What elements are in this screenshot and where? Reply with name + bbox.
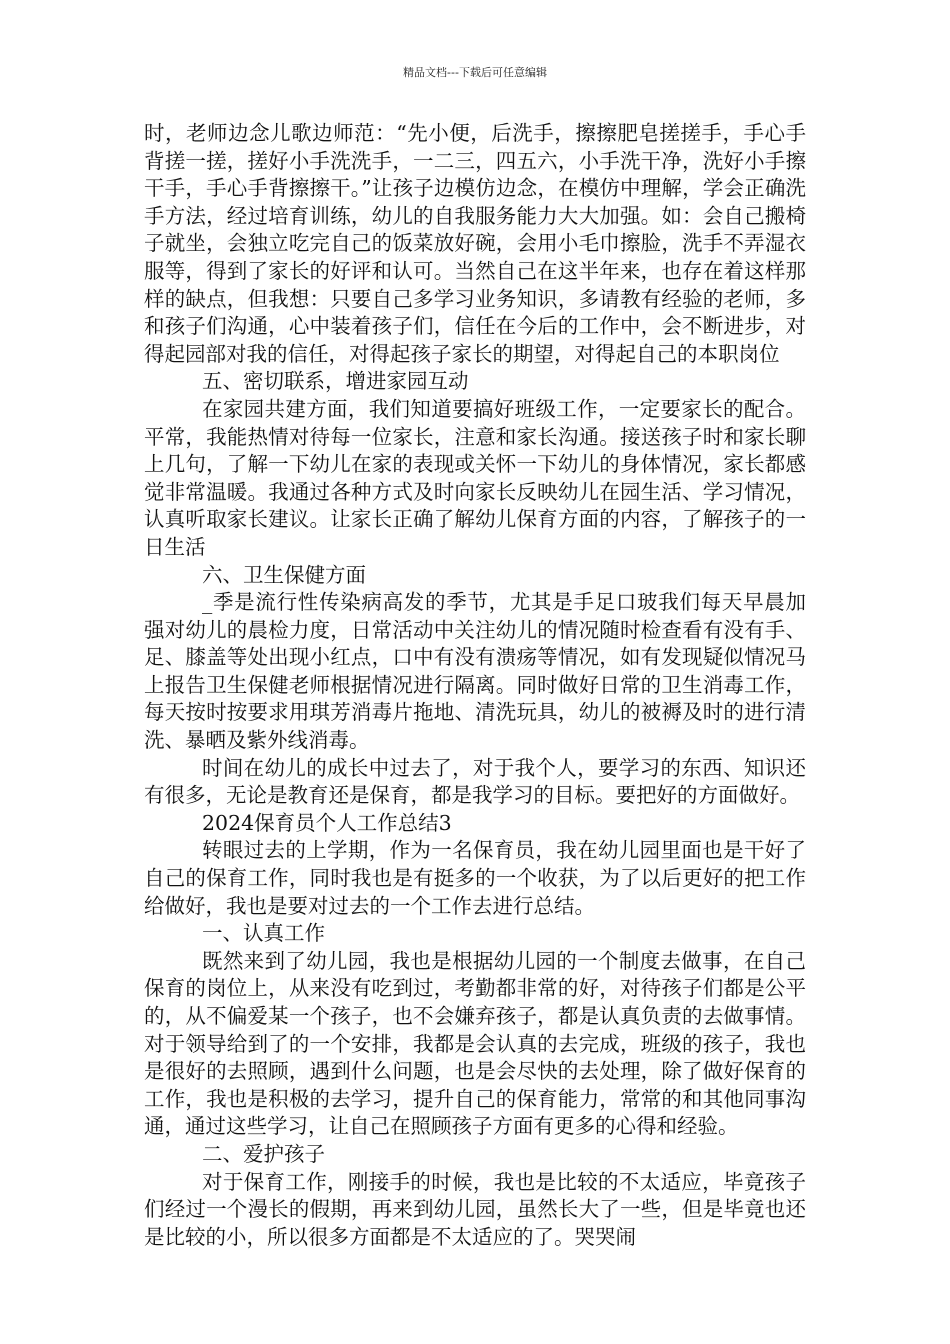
section-heading-work: 一、认真工作: [202, 921, 325, 946]
section-heading-home-school: 五、密切联系，增进家园互动: [202, 369, 469, 394]
section-heading-care: 二、爱护孩子: [202, 1141, 325, 1166]
paragraph-hygiene: _季是流行性传染病高发的季节，尤其是手足口玻我们每天早晨加强对幼儿的晨检力度，日常活动中关注幼儿的情况随时检查看有没有手、足、膝盖等处出现小红点，口中有没有溃疡等情况，如有发现疑似情况马上报告卫生保健老师根据情况进行隔离。同时做好日常的卫生消毒工作，每天按时按要求用琪芳消毒片拖地、清洗玩具，幼儿的被褥及时的进行清洗、暴晒及紫外线消毒。: [144, 590, 806, 753]
paragraph-reflection: 时间在幼儿的成长中过去了，对于我个人，要学习的东西、知识还有很多，无论是教育还是保育，都是我学习的目标。要把好的方面做好。: [144, 755, 806, 808]
paragraph-work: 既然来到了幼儿园，我也是根据幼儿园的一个制度去做事，在自己保育的岗位上，从来没有吃到过，考勤都非常的好，对待孩子们都是公平的，从不偏爱某一个孩子，也不会嫌弃孩子，都是认真负责的去做事情。对于领导给到了的一个安排，我都是会认真的去完成，班级的孩子，我也是很好的去照顾，遇到什么问题，也是会尽快的去处理，除了做好保育的工作，我也是积极的去学习，提升自己的保育能力，常常的和其他同事沟通，通过这些学习，让自己在照顾孩子方面有更多的心得和经验。: [144, 948, 806, 1139]
document-subtitle: 2024保育员个人工作总结3: [202, 810, 452, 835]
paragraph-intro: 转眼过去的上学期，作为一名保育员，我在幼儿园里面也是干好了自己的保育工作，同时我也是有挺多的一个收获，为了以后更好的把工作给做好，我也是要对过去的一个工作去进行总结。: [144, 838, 806, 918]
section-heading-hygiene: 六、卫生保健方面: [202, 562, 366, 587]
paragraph-home-school: 在家园共建方面，我们知道要搞好班级工作，一定要家长的配合。平常，我能热情对待每一位家长，注意和家长沟通。接送孩子时和家长聊上几句，了解一下幼儿在家的表现或关怀一下幼儿的身体情况，家长都感觉非常温暖。我通过各种方式及时向家长反映幼儿在园生活、学习情况，认真听取家长建议。让家长正确了解幼儿保育方面的内容，了解孩子的一日生活: [144, 396, 806, 559]
document-body: [144, 120, 806, 1251]
page-header: 精品文档---下载后可任意编辑: [403, 66, 547, 79]
paragraph-care: 对于保育工作，刚接手的时候，我也是比较的不太适应，毕竟孩子们经过一个漫长的假期，再来到幼儿园，虽然长大了一些，但是毕竟也还是比较的小，所以很多方面都是不太适应的了。哭哭闹: [144, 1169, 806, 1249]
paragraph-handwashing: 时，老师边念儿歌边师范：“先小便，后洗手，擦擦肥皂搓搓手，手心手背搓一搓，搓好小手洗洗手，一二三，四五六，小手洗干净，洗好小手擦干手，手心手背擦擦干。”让孩子边模仿边念，在模仿中理解，学会正确洗手方法，经过培育训练，幼儿的自我服务能力大大加强。如：会自己搬椅子就坐，会独立吃完自己的饭菜放好碗，会用小毛巾擦脸，洗手不弄湿衣服等，得到了家长的好评和认可。当然自己在这半年来，也存在着这样那样的缺点，但我想：只要自己多学习业务知识，多请教有经验的老师，多和孩子们沟通，心中装着孩子们，信任在今后的工作中，会不断进步，对得起园部对我的信任，对得起孩子家长的期望，对得起自己的本职岗位: [144, 121, 806, 366]
